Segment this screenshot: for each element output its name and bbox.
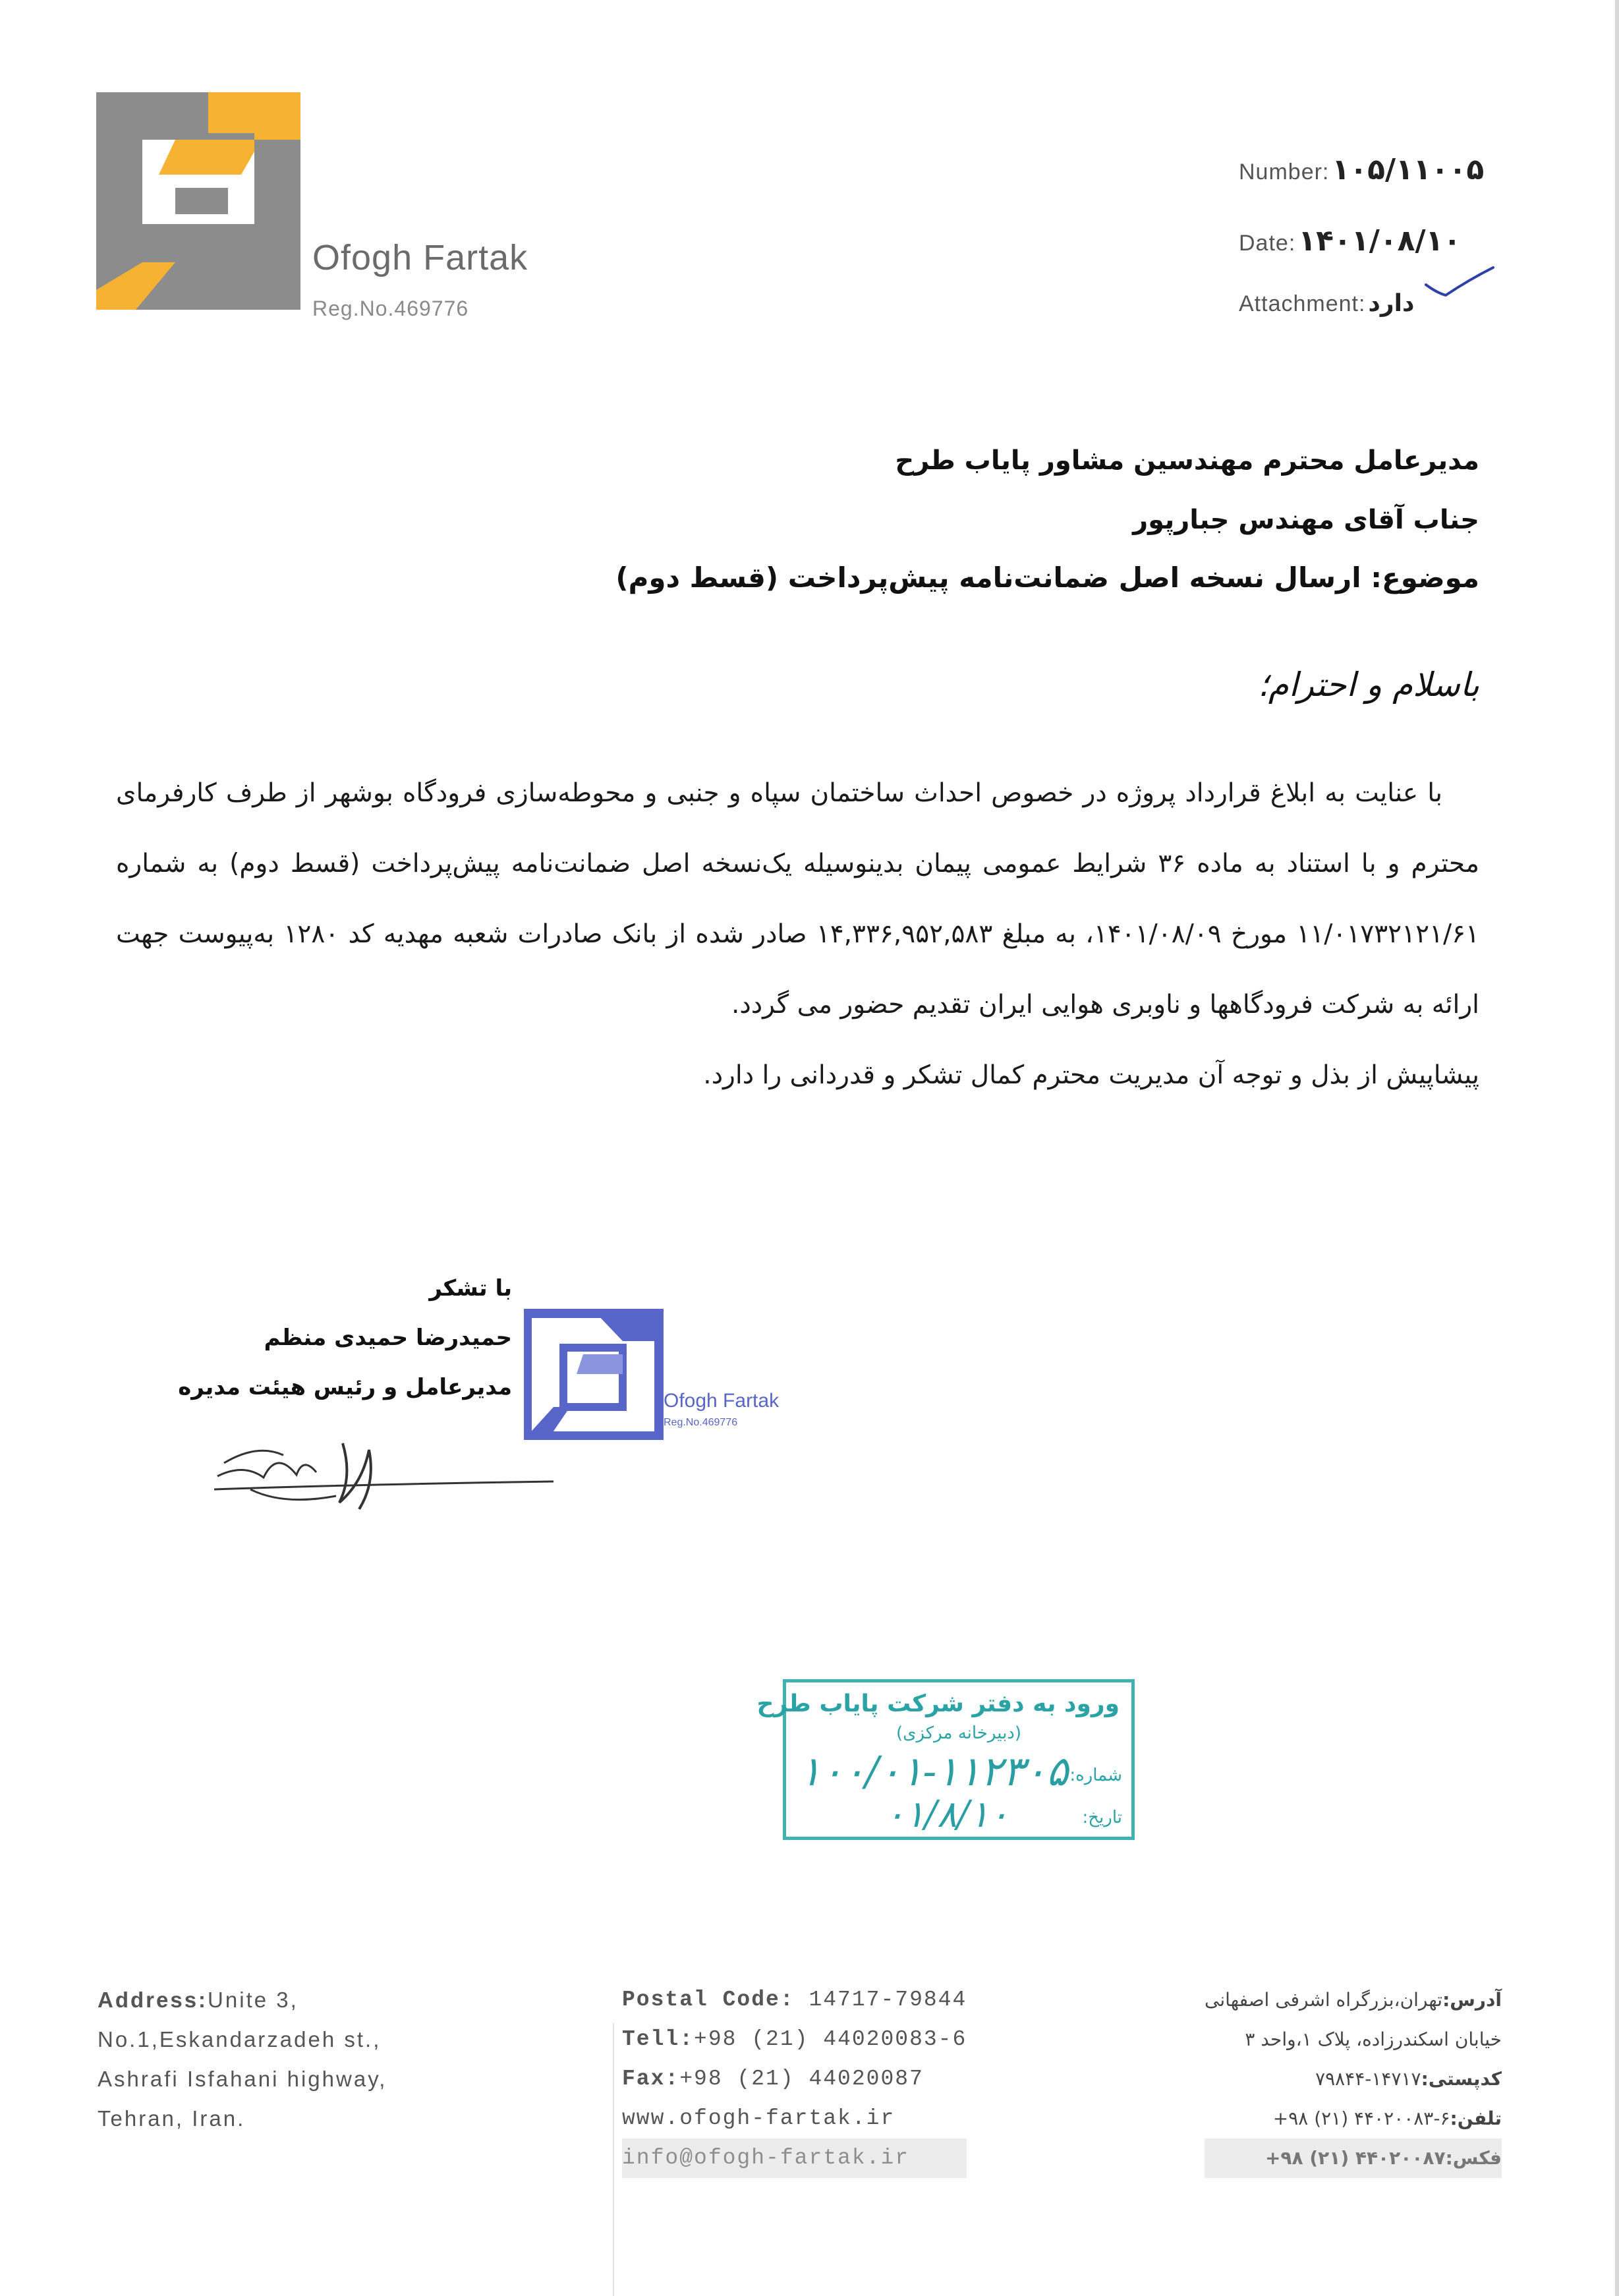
registry-date-value: ۰۱/۸/۱۰ bbox=[885, 1793, 1009, 1836]
fax: Fax:+98 (21) 44020087 bbox=[622, 2067, 924, 2091]
handwritten-signature bbox=[204, 1404, 560, 1516]
company-reg-no: Reg.No.469776 bbox=[312, 297, 469, 320]
company-logo bbox=[96, 92, 300, 310]
company-name: Ofogh Fartak bbox=[312, 238, 528, 277]
registry-date-label: تاریخ: bbox=[1082, 1808, 1122, 1827]
stamp-company-name: Ofogh Fartak bbox=[664, 1390, 780, 1412]
stamp-reg-no: Reg.No.469776 bbox=[664, 1417, 738, 1428]
footer-contact-en bbox=[622, 1980, 967, 2178]
letter-number bbox=[1239, 153, 1484, 187]
number-label: Number: bbox=[1239, 159, 1330, 185]
registry-stamp-title: ورود به دفتر شرکت پایاب طرح bbox=[756, 1690, 1120, 1717]
letter-body bbox=[116, 758, 1479, 1110]
letter-attachment bbox=[1239, 290, 1414, 317]
registry-stamp-subtitle: (دبیرخانه مرکزی) bbox=[895, 1723, 1022, 1743]
letter-date bbox=[1239, 224, 1461, 258]
number-value: ۱۰۵/۱۱۰۰۵ bbox=[1332, 153, 1485, 187]
footer-address-en bbox=[98, 1980, 387, 2138]
fold-line bbox=[613, 2023, 614, 2296]
address-line-1: Address:Unite 3, bbox=[98, 1988, 298, 2012]
address-label: Address: bbox=[98, 1988, 208, 2012]
fa-telephone: تلفن:۶-۴۴۰۲۰۰۸۳ (۲۱) ۹۸+ bbox=[1272, 2108, 1502, 2129]
telephone: Tell:+98 (21) 44020083-6 bbox=[622, 2027, 967, 2052]
registry-stamp bbox=[756, 1679, 1135, 1840]
attachment-label: Attachment: bbox=[1239, 291, 1366, 316]
recipient-title: مدیرعامل محترم مهندسین مشاور پایاب طرح bbox=[895, 445, 1479, 476]
fa-postal-code: کدپستی:۱۴۷۱۷-۷۹۸۴۴ bbox=[1315, 2068, 1502, 2090]
email-link: info@ofogh-fartak.ir bbox=[622, 2138, 967, 2178]
date-value: ۱۴۰۱/۰۸/۱۰ bbox=[1298, 224, 1462, 258]
page-edge bbox=[1615, 0, 1619, 2296]
website-link: www.ofogh-fartak.ir bbox=[622, 2106, 895, 2131]
registry-number-value: ۱۰۰/۰۱-۱۱۲۳۰۵ bbox=[799, 1747, 1069, 1795]
letter-subject: موضوع: ارسال نسخه اصل ضمانت‌نامه پیش‌پرداخت (قسط دوم) bbox=[615, 561, 1479, 594]
registry-number-label: شماره: bbox=[1069, 1765, 1122, 1785]
fa-fax: فکس:۴۴۰۲۰۰۸۷ (۲۱) ۹۸+ bbox=[1205, 2138, 1502, 2178]
postal-code: Postal Code: 14717-79844 bbox=[622, 1988, 967, 2012]
footer-address-fa bbox=[1205, 1980, 1502, 2178]
fa-address-line-2: خیابان اسکندرزاده، پلاک ۱،واحد ۳ bbox=[1245, 2028, 1502, 2050]
address-line-2: No.1,Eskandarzadeh st., bbox=[98, 2027, 382, 2052]
fa-address-line-1: آدرس:تهران،بزرگراه اشرفی اصفهانی bbox=[1205, 1989, 1502, 2011]
recipient-name: جناب آقای مهندس جبارپور bbox=[1133, 505, 1479, 535]
address-line-3: Ashrafi Isfahani highway, bbox=[98, 2067, 387, 2091]
signature-closing: با تشکر bbox=[429, 1275, 512, 1302]
attachment-value: دارد bbox=[1368, 290, 1415, 317]
signer-name: حمیدرضا حمیدی منظم bbox=[264, 1325, 512, 1351]
body-paragraph-1: با عنایت به ابلاغ قرارداد پروژه در خصوص احداث ساختمان سپاه و جنبی و محوطه‌سازی فرودگاه بوشهر از طرف کارفرمای محترم و با استناد به ماده ۳۶ شرایط عمومی پیمان بدینوسیله یک‌نسخه اصل ضمانت‌نامه پیش‌پرداخت (قسط دوم) به شماره ۱۱/۰۱۷۳۲۱۲۱/۶۱ مورخ ۱۴۰۱/۰۸/۰۹، به مبلغ ۱۴,۳۳۶,۹۵۲,۵۸۳ صادر شده از بانک صادرات شعبه مهدیه کد ۱۲۸۰ به‌پیوست جهت ارائه به شرکت فرودگاهها و ناوبری هوایی ایران تقدیم حضور می گردد. bbox=[116, 778, 1480, 1019]
body-paragraph-2: پیشاپیش از بذل و توجه آن مدیریت محترم کمال تشکر و قدردانی را دارد. bbox=[703, 1060, 1479, 1090]
signer-title: مدیرعامل و رئیس هیئت مدیره bbox=[178, 1374, 512, 1400]
checkmark-icon bbox=[1423, 265, 1496, 298]
address-line-4: Tehran, Iran. bbox=[98, 2106, 246, 2131]
date-label: Date: bbox=[1239, 231, 1296, 256]
salutation: باسلام و احترام؛ bbox=[1258, 666, 1479, 704]
company-stamp bbox=[524, 1308, 801, 1440]
